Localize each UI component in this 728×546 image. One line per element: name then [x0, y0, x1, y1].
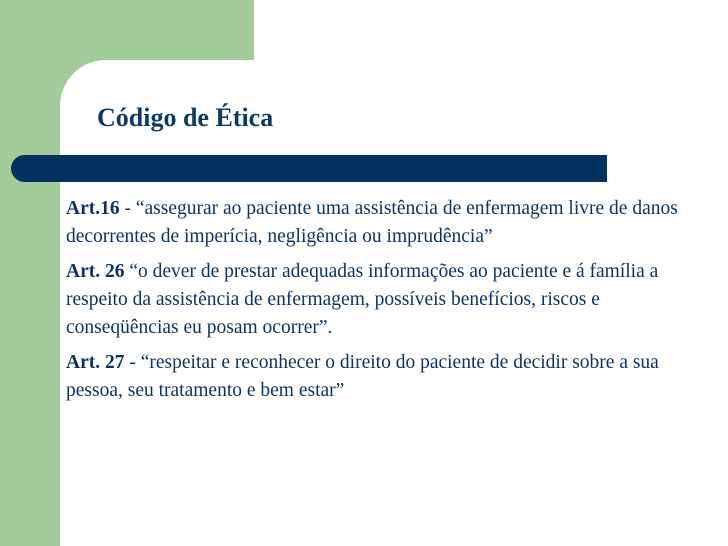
article-26-paragraph: [66, 258, 700, 342]
slide-title: Código de Ética: [97, 103, 274, 132]
article-27-paragraph: [66, 349, 700, 405]
article-16-text: - “assegurar ao paciente uma assistência de enfermagem livre de danos decorrentes de imperícia, negligência ou imprudência”: [66, 198, 678, 247]
article-26-text: “o dever de prestar adequadas informações ao paciente e á família a respeito da assistência de enfermagem, possíveis benefícios, riscos e conseqüências eu posam ocorrer”.: [66, 261, 659, 338]
article-27-text: - “respeitar e reconhecer o direito do paciente de decidir sobre a sua pessoa, seu tratamento e bem estar”: [66, 352, 659, 401]
title-underline-bar: [11, 155, 607, 182]
article-26-label: Art. 26: [66, 261, 125, 282]
article-16-label: Art.16: [66, 198, 120, 219]
slide-body: [66, 195, 700, 412]
article-27-label: Art. 27: [66, 352, 125, 373]
article-16-paragraph: [66, 195, 700, 251]
